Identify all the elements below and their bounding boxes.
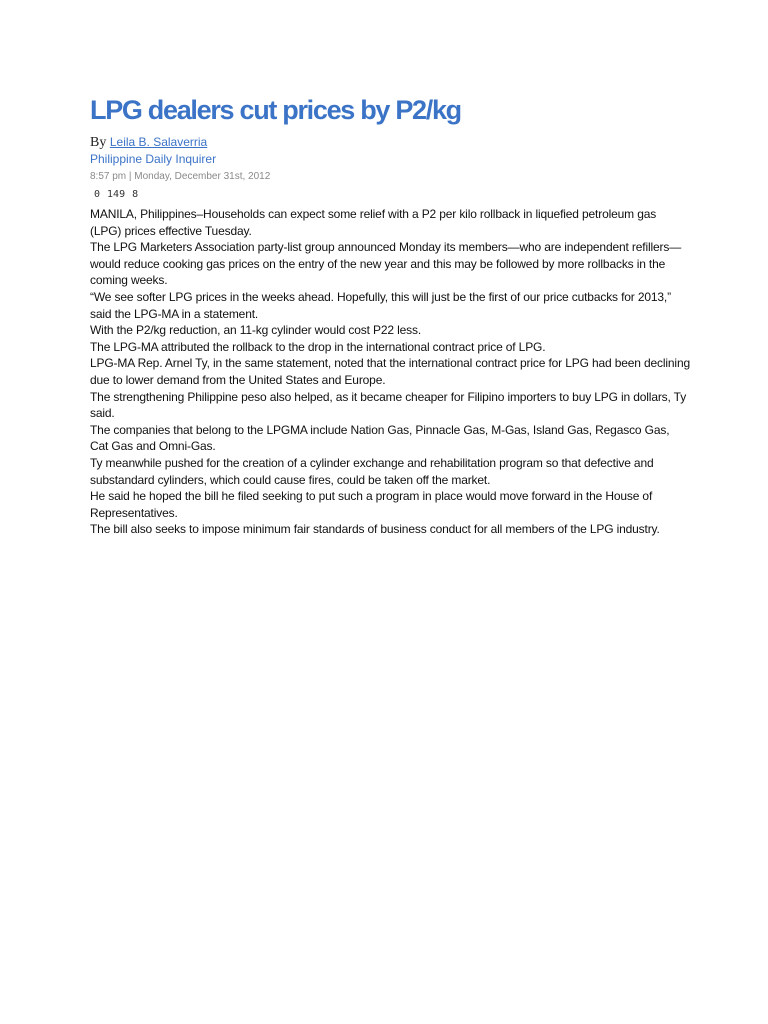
paragraph: The strengthening Philippine peso also helped, as it became cheaper for Filipino importers to buy LPG in dollars, Ty said. [90, 389, 687, 421]
paragraph: The LPG-MA attributed the rollback to the drop in the international contract price of LPG. [90, 339, 546, 354]
paragraph: LPG-MA Rep. Arnel Ty, in the same statement, noted that the international contract price for LPG had been declining due to lower demand from the United States and Europe. [90, 356, 690, 387]
paragraph: The companies that belong to the LPGMA include Nation Gas, Pinnacle Gas, M-Gas, Island Gas, Regasco Gas, Cat Gas and Omni-Gas. [90, 422, 670, 454]
author-link[interactable]: Leila B. Salaverria [109, 135, 208, 149]
paragraph: Ty meanwhile pushed for the creation of a cylinder exchange and rehabilitation program so that defective and substandard cylinders, which could cause fires, could be taken off the market. [90, 455, 654, 487]
article-headline: LPG dealers cut prices by P2/kg [90, 95, 461, 125]
paragraph: He said he hoped the bill he filed seeking to put such a program in place would move forward in the House of Representatives. [90, 489, 653, 520]
article-body [90, 206, 690, 538]
byline [90, 134, 690, 151]
paragraph: The LPG Marketers Association party-list group announced Monday its members—who are independent refillers—would reduce cooking gas prices on the entry of the new year and this may be followed by more rollbacks in the coming weeks. [90, 240, 682, 288]
source-name: Philippine Daily Inquirer [90, 152, 217, 166]
dateline: 8:57 pm | Monday, December 31st, 2012 [90, 171, 271, 182]
share-counts: 0 149 8 [94, 189, 139, 200]
by-label: By [90, 135, 107, 150]
paragraph: MANILA, Philippines–Households can expect some relief with a P2 per kilo rollback in liquefied petroleum gas (LPG) prices effective Tuesday. [90, 207, 657, 238]
paragraph: The bill also seeks to impose minimum fair standards of business conduct for all members of the LPG industry. [90, 522, 660, 537]
paragraph: “We see softer LPG prices in the weeks ahead. Hopefully, this will just be the first of our price cutbacks for 2013,” said the LPG-MA in a statement. [90, 289, 671, 321]
article [90, 92, 690, 538]
paragraph: With the P2/kg reduction, an 11-kg cylinder would cost P22 less. [90, 323, 422, 338]
